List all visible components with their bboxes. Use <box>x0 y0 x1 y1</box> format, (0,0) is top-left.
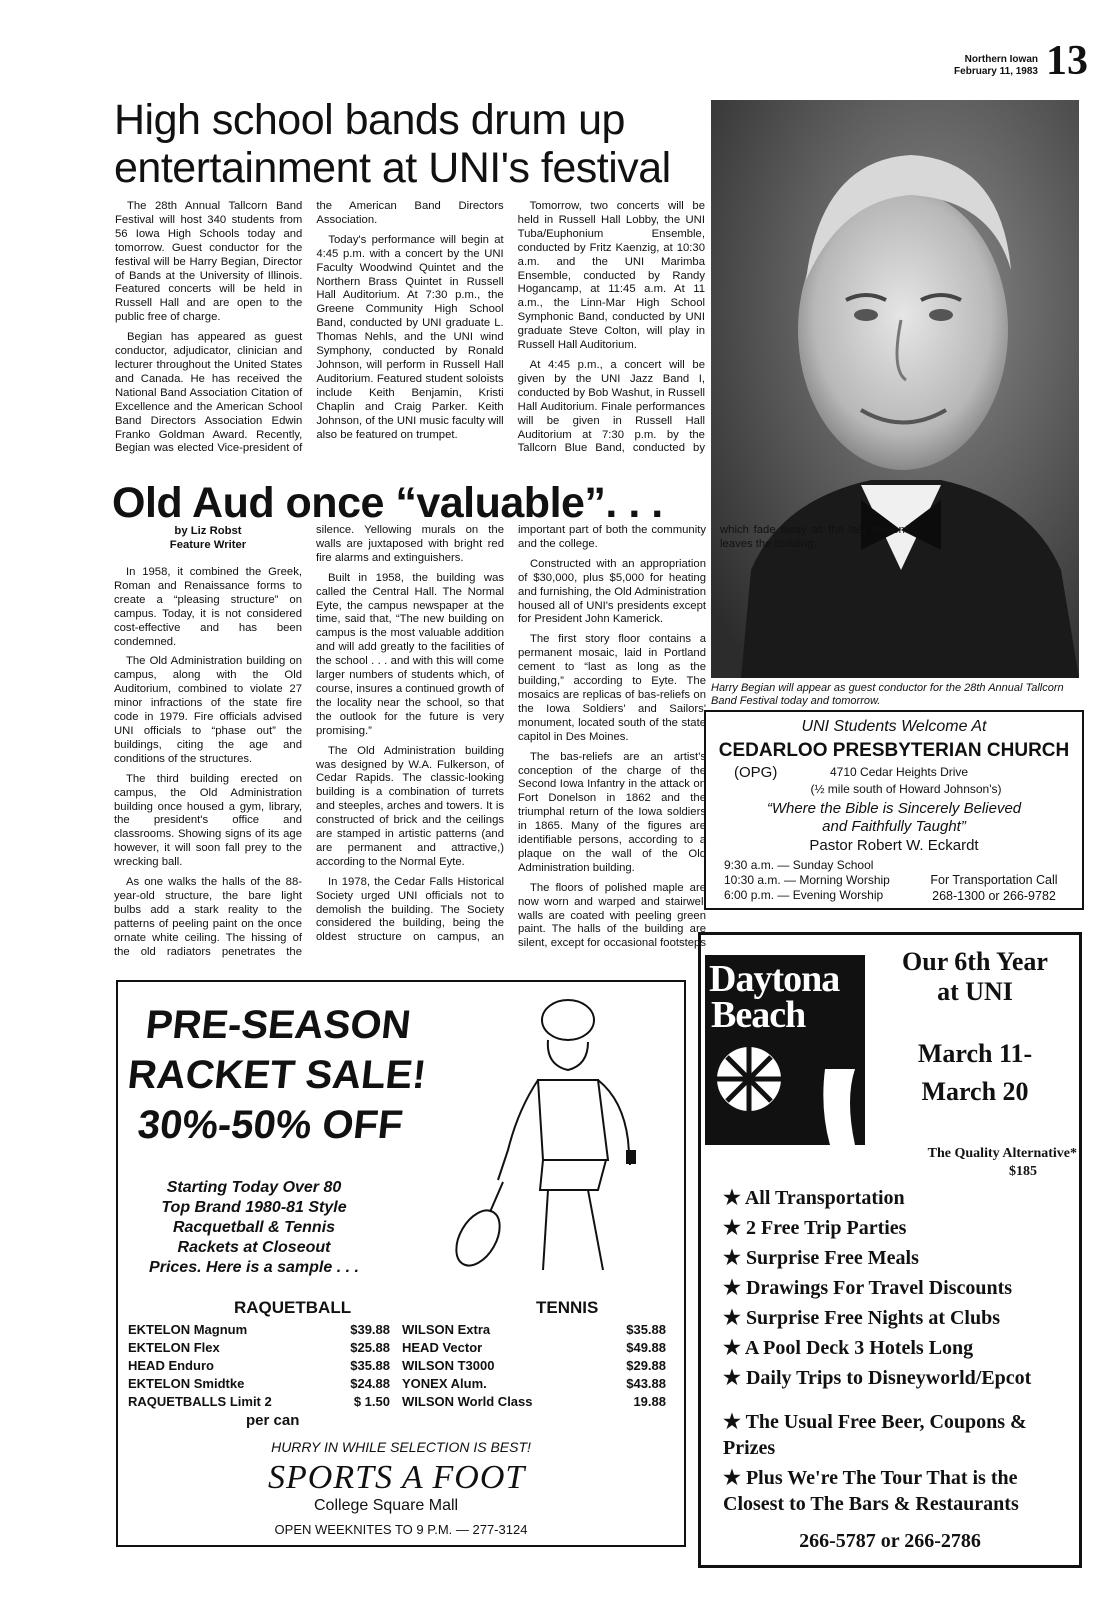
year-line-2: at UNI <box>937 977 1013 1006</box>
item-name: EKTELON Smidtke <box>128 1376 245 1391</box>
feature-text: 2 Free Trip Parties <box>745 1217 907 1239</box>
daytona-dates <box>873 1035 1077 1111</box>
church-schedule <box>724 858 890 903</box>
price-row <box>128 1322 390 1338</box>
church-ad <box>704 710 1084 910</box>
photo-harry-begian <box>711 100 1079 678</box>
date-line-1: March 11- <box>917 1039 1033 1068</box>
portrait-illustration <box>711 100 1079 678</box>
paragraph: The 28th Annual Tallcorn Band Festival will host 340 students from 56 Iowa High Schools today and tomorrow. Guest conductor for the festival will be Harry Begian, Director of Bands at the University of Illinois. Featured concerts will be held in Russell Hall and are open to the public free of charge. <box>115 200 303 324</box>
feature-item: ★ Drawings For Travel Discounts <box>723 1277 1013 1299</box>
item-price: 19.88 <box>633 1394 666 1409</box>
ad-headline-1: PRE-SEASON <box>143 1003 413 1047</box>
item-price: $35.88 <box>350 1358 390 1373</box>
byline <box>114 524 302 552</box>
byline-title: Feature Writer <box>169 539 247 551</box>
raquetball-title: RAQUETBALL <box>234 1298 352 1317</box>
item-price: $49.88 <box>626 1340 666 1355</box>
ad-subtext-line: Rackets at Closeout <box>177 1239 331 1256</box>
item-name: EKTELON Flex <box>128 1340 220 1355</box>
feature-text: Surprise Free Meals <box>745 1247 919 1269</box>
price-row <box>128 1340 390 1356</box>
feature-item: ★ All Transportation <box>723 1187 905 1209</box>
church-opg: (OPG) <box>734 764 778 781</box>
paper-name: Northern Iowan <box>964 54 1038 65</box>
feature-item: ★ Daily Trips to Disneyworld/Epcot <box>723 1367 1032 1389</box>
transport-phones: 268-1300 or 266-9782 <box>932 889 1056 903</box>
sun-icon <box>705 1039 865 1145</box>
paragraph: At 4:45 p.m., a concert will be given by the UNI Jazz Band I, conducted by Bob Washut, in Russell Hall Auditorium. Finale performances will be given in Russell Hall Auditorium at 7:30 p.m. by the Tallcorn Blue Band, conducted by <box>517 358 705 455</box>
store-logo: SPORTS A FOOT <box>268 1459 526 1496</box>
year-line-1: Our 6th Year <box>902 947 1048 976</box>
tennis-title: TENNIS <box>536 1298 599 1317</box>
schedule-morning-worship: 10:30 a.m. — Morning Worship <box>724 873 890 887</box>
item-name: HEAD Enduro <box>128 1358 214 1373</box>
byline-author: by Liz Robst <box>174 525 242 537</box>
schedule-evening-worship: 6:00 p.m. — Evening Worship <box>724 888 884 902</box>
paragraph: In 1978, the Cedar Falls Historical Society urged UNI officials not to demolish the building. The Society considered the building, being the oldest structure on campus, an important part of both the community and the college. <box>316 524 706 944</box>
ad-subtext <box>124 1178 384 1278</box>
story-bands-body <box>115 200 705 466</box>
logo-daytona: Daytona <box>709 958 840 1000</box>
price-row <box>402 1340 666 1356</box>
daytona-quality <box>881 1145 1077 1181</box>
church-transport <box>914 872 1074 904</box>
paragraph: The first story floor contains a permanent mosaic, laid in Portland cement to “last as long as the building,” according to Eyte. The mosaics are replicas of bas-reliefs on the Iowa Soldiers' and Sailors' monument, located south of the state capitol in Des Moines. <box>518 633 706 743</box>
item-name: EKTELON Magnum <box>128 1322 248 1337</box>
ad-subtext-line: Prices. Here is a sample . . . <box>149 1259 359 1276</box>
price-row <box>402 1322 666 1338</box>
price-row <box>402 1394 666 1410</box>
hurry-line: HURRY IN WHILE SELECTION IS BEST! <box>271 1439 531 1455</box>
ad-subtext-line: Starting Today Over 80 <box>166 1179 342 1196</box>
feature-item: ★ The Usual Free Beer, Coupons & Prizes <box>723 1411 1027 1459</box>
item-price: $25.88 <box>350 1340 390 1355</box>
paragraph: The Old Administration building was designed by W.A. Fulkerson, of Cedar Rapids. The classic-looking building is a combination of turrets and steeples, arches and towers. It is constructed of brick and the ceilings are stamped in artistic patterns (and are permanent and attractive,) according to the Normal Eyte. <box>316 744 504 868</box>
ad-headline-2: RACKET SALE! <box>125 1053 429 1097</box>
price-row <box>402 1358 666 1374</box>
feature-text: Surprise Free Nights at Clubs <box>745 1307 1001 1329</box>
masthead <box>942 54 1038 78</box>
daytona-phones: 266-5787 or 266-2786 <box>799 1530 981 1552</box>
price-row <box>402 1376 666 1392</box>
date-line-2: March 20 <box>921 1077 1029 1106</box>
feature-item: ★ Surprise Free Nights at Clubs <box>723 1307 1001 1329</box>
schedule-sunday-school: 9:30 a.m. — Sunday School <box>724 858 874 872</box>
item-name: RAQUETBALLS Limit 2 <box>128 1394 272 1409</box>
store-location: College Square Mall <box>314 1497 459 1514</box>
tennis-player-illustration <box>448 990 678 1290</box>
item-price: $35.88 <box>626 1322 666 1337</box>
tour-price: $185 <box>1009 1164 1037 1179</box>
per-can-note: per can <box>246 1412 300 1429</box>
paragraph: Today's performance will begin at 4:45 p.m. with a concert by the UNI Faculty Woodwind Quintet and the Northern Brass Quintet in Russell Hall Auditorium. At 7:30 p.m., the Greene Community High School Band, conducted by UNI graduate L. Thomas Nehls, and the UNI wind Symphony, conducted by Ronald Johnson, will perform in Russell Hall Auditorium. Featured student soloists include Keith Benjamin, Kristi Chaplin and Craig Parker. Keith Johnson, of the UNI music faculty will also be featured on trumpet. <box>316 233 504 441</box>
ad-headline-3: 30%-50% OFF <box>135 1103 405 1147</box>
store-hours: OPEN WEEKNITES TO 9 P.M. — 277-3124 <box>274 1522 528 1537</box>
paragraph: Begian has appeared as guest conductor, adjudicator, clinician and lecturer throughout the United States and Canada. He has received the National Band Association Citation of Excellence and the American School Band Directors Association Edwin Franko Goldman Award. Recently, Begian was elected Vice-president of the American Band Directors Association. <box>115 200 504 455</box>
headline-old-aud: Old Aud once “valuable”. . . <box>112 479 663 527</box>
church-pastor: Pastor Robert W. Eckardt <box>809 837 979 854</box>
church-motto-2: and Faithfully Taught” <box>822 818 966 835</box>
feature-text: Drawings For Travel Discounts <box>745 1277 1013 1299</box>
feature-text: All Transportation <box>744 1187 905 1209</box>
item-name: HEAD Vector <box>402 1340 483 1355</box>
price-row <box>128 1376 390 1392</box>
paragraph: The Old Administration building on campus, along with the Old Auditorium, combined to violate 27 minor infractions of the state fire code in 1979. Fire officials advised UNI officials to “phase out” the buildings, citing the age and conditions of the structures. <box>114 655 302 765</box>
paragraph: As one walks the halls of the 88-year-old structure, the bare light bulbs add a stark reality to the patterns of peeling paint on the once ornate white ceiling. The hissing of the old radiators penetrates the silence. Yellowing murals on the walls are juxtaposed with bright red fire alarms and extinguishers. <box>114 524 504 958</box>
item-price: $ 1.50 <box>353 1394 390 1409</box>
paragraph: Built in 1958, the building was called the Central Hall. The Normal Eyte, the campus newspaper at the time, said that, “The new building on campus is the most valuable addition and will add greatly to the facilities of the school . . . and with this will come larger numbers of students which, of course, insures a continued growth of the locality near the school, so that the outlook for the future is very promising.” <box>316 571 504 737</box>
sports-a-foot-ad <box>116 980 686 1547</box>
ad-subtext-line: Racquetball & Tennis <box>172 1219 336 1236</box>
daytona-beach-ad <box>698 932 1082 1568</box>
paragraph: In 1958, it combined the Greek, Roman and Renaissance forms to create a “pleasing structure” on campus. Today, it is not considered cost-effective and has been condemned. <box>114 566 302 648</box>
church-motto-1: “Where the Bible is Sincerely Believed <box>766 800 1022 817</box>
church-name: CEDARLOO PRESBYTERIAN CHURCH <box>718 740 1070 761</box>
logo-beach: Beach <box>711 994 806 1036</box>
feature-text: A Pool Deck 3 Hotels Long <box>744 1337 974 1359</box>
paragraph: Constructed with an appropriation of $30,000, plus $5,000 for heating and furnishing, the Old Administration housed all of UNI's presidents except for President John Kamerick. <box>518 557 706 626</box>
quality-label: The Quality Alternative* <box>927 1146 1077 1161</box>
price-row <box>128 1394 390 1410</box>
paragraph: The bas-reliefs are an artist's conception of the charge of the Second Iowa Infantry in the attack on Fort Donelson in 1862 and the triumphal return of the Iowa soldiers in 1865. Many of the figures are identifiable persons, according to a plaque on the wall of the Old Administration building. <box>518 750 706 874</box>
paragraph: Tomorrow, two concerts will be held in Russell Hall Lobby, the UNI Tuba/Euphonium Ensemble, conducted by Fritz Kaenzig, at 10:30 a.m. and the UNI Marimba Ensemble, conducted by Randy Hogancamp, at 11:45 a.m. At 11 a.m., the Linn-Mar High School Symphonic Band, conducted by UNI graduate Steve Colton, will play in Russell Hall Auditorium. <box>517 200 705 352</box>
headline-bands: High school bands drum up entertainment at UNI's festival <box>114 96 671 192</box>
feature-item: ★ Plus We're The Tour That is the Closest to The Bars & Restaurants <box>723 1467 1019 1515</box>
photo-caption: Harry Begian will appear as guest conductor for the 28th Annual Tallcorn Band Festival today and tomorrow. <box>711 682 1064 707</box>
church-address: 4710 Cedar Heights Drive <box>830 765 969 779</box>
paragraph: The third building erected on campus, the Old Administration building once housed a gym, library, the president's office and classrooms. Showing signs of its age however, it will soon fall prey to the wrecking ball. <box>114 772 302 869</box>
item-name: WILSON World Class <box>402 1394 533 1409</box>
church-welcome: UNI Students Welcome At <box>801 718 987 735</box>
item-price: $29.88 <box>626 1358 666 1373</box>
feature-text: Daily Trips to Disneyworld/Epcot <box>745 1367 1032 1389</box>
feature-item: ★ A Pool Deck 3 Hotels Long <box>723 1337 974 1359</box>
item-price: $43.88 <box>626 1376 666 1391</box>
ad-subtext-line: Top Brand 1980-81 Style <box>161 1199 347 1216</box>
feature-item: ★ 2 Free Trip Parties <box>723 1217 907 1239</box>
daytona-years <box>873 947 1077 1007</box>
item-price: $39.88 <box>350 1322 390 1337</box>
item-price: $24.88 <box>350 1376 390 1391</box>
feature-item: ★ Surprise Free Meals <box>723 1247 919 1269</box>
daytona-logo-block <box>705 955 865 1145</box>
item-name: WILSON T3000 <box>402 1358 495 1373</box>
feature-text: The Usual Free Beer, Coupons & Prizes <box>723 1411 1027 1459</box>
issue-date: February 11, 1983 <box>954 66 1038 77</box>
paragraph: The floors of polished maple are now worn and warped and stairwell walls are coated with peeling green paint. The halls of the building are silent, except for occasional footsteps which fade away as the last student leaves the building. <box>518 524 908 950</box>
price-row <box>128 1358 390 1374</box>
transport-label: For Transportation Call <box>930 873 1058 887</box>
item-name: WILSON Extra <box>402 1322 491 1337</box>
page-number: 13 <box>1046 38 1088 84</box>
feature-text: Plus We're The Tour That is the Closest to The Bars & Restaurants <box>723 1467 1019 1515</box>
church-directions: (½ mile south of Howard Johnson's) <box>810 782 1002 796</box>
item-name: YONEX Alum. <box>402 1376 487 1391</box>
